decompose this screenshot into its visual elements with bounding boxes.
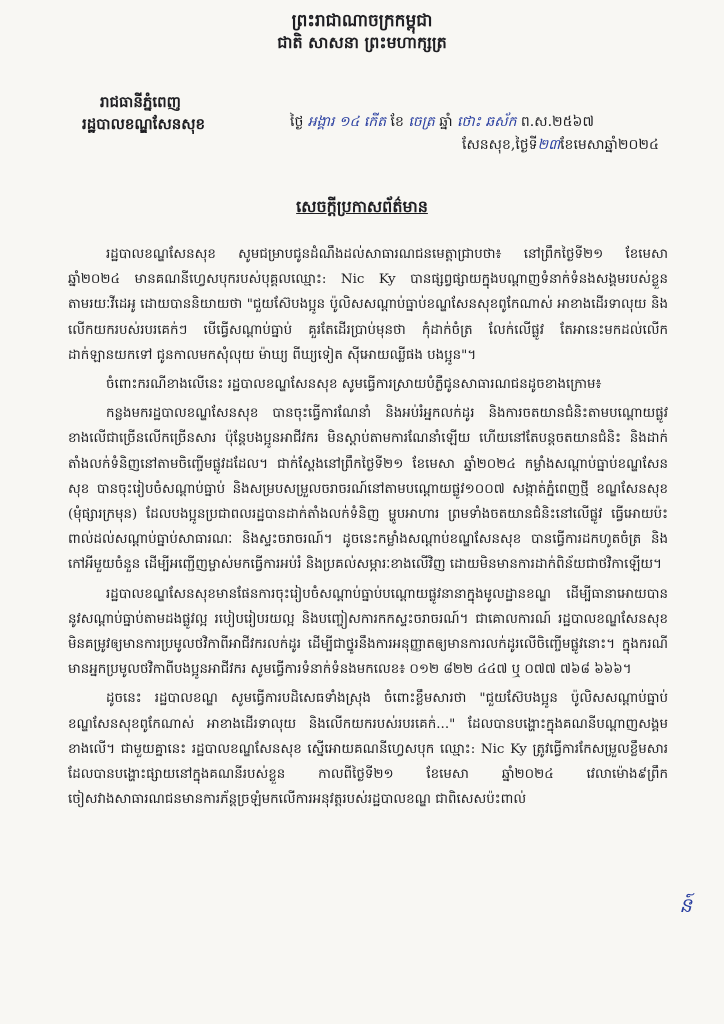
date2-month: ខែមេសា — [560, 137, 605, 153]
date2-prefix: សែនសុខ,ថ្ងៃទី — [462, 137, 538, 153]
solar-date-line — [462, 135, 712, 155]
date-year-handwritten: ថោះ ឆស័ក — [456, 114, 517, 130]
org-district-administration: រដ្ឋបាលខណ្ឌសែនសុខ — [82, 115, 206, 133]
date-day-prefix: ថ្ងៃ — [290, 114, 304, 130]
paragraph-3: កន្លងមករដ្ឋបាលខណ្ឌសែនសុខ បានចុះធ្វើការណែនាំ និងអប់រំអ្នកលក់ដូរ និងការចតយានជំនិះតាមបណ្តោយផ្លូវខាងលើជាច្រើនលើកច្រើនសារ ប៉ុន្តែបងប្អូនអាជីវករ មិនស្តាប់តាមការណែនាំឡើយ ហើយនៅតែបន្តចតយានជំនិះ និងដាក់តាំងលក់ទំនិញនៅតាមចិញ្ចើមផ្លូវដដែល។ ជាក់ស្តែងនៅព្រឹកថ្ងៃទី២១ ខែមេសា ឆ្នាំ២០២៤ កម្លាំងសណ្តាប់ធ្នាប់ខណ្ឌសែនសុខ បានចុះរៀបចំសណ្តាប់ធ្នាប់ និងសម្របសម្រួលចរាចរណ៍នៅតាមបណ្តោយផ្លូវ១០០៧ សង្កាត់ភ្នំពេញថ្មី ខណ្ឌសែនសុខ (មុំផ្សារក្រមុន) ដែលបងប្អូនប្រជាពលរដ្ឋបានដាក់តាំងលក់ទំនិញ ម្ហូបអាហារ ព្រមទាំងចតយានជំនិះនៅលើផ្លូវ ធ្វើអោយប៉ះពាល់ដល់សណ្តាប់ធ្នាប់សាធារណៈ និងស្ទះចរាចរណ៍។ ដូចនេះកម្លាំងសណ្តាប់ខណ្ឌសែនសុខ បានធ្វើការដកហូតចំត្រ និងកៅអីមួយចំនួន ដើម្បីអញ្ជើញម្ចាស់មកធ្វើការអប់រំ និងប្រគល់សម្ភារៈខាងលើវិញ ដោយមិនមានការដាក់ពិន័យជាថវិកាឡើយ។ — [68, 406, 668, 573]
date2-year: ឆ្នាំ២០២៤ — [604, 137, 659, 153]
date-month-handwritten: ចេត្រ — [408, 114, 435, 130]
date-day-handwritten: អង្គារ ១៤ កើត — [307, 114, 387, 130]
paragraph-4: រដ្ឋបាលខណ្ឌសែនសុខមានផែនការចុះរៀបចំសណ្តាប់ធ្នាប់បណ្តោយផ្លូវនានាក្នុងមូលដ្ឋានខណ្ឌ ដើម្បីធានាអោយបាននូវសណ្តាប់ធ្នាប់តាមដងផ្លូវល្អ របៀបរៀបរយល្អ និងបញ្ចៀសការកកស្ទះចរាចរណ៍។ ជាគោលការណ៍ រដ្ឋបាលខណ្ឌសែនសុខមិនគម្រូវឲ្យមានការប្រមូលថវិកាពីអាជីវករលក់ដូរ ដើម្បីជាថ្នូរនឹងការអនុញ្ញាតឲ្យមានការលក់ដូរលើចិញ្ចើមផ្លូវនោះ។ ក្នុងករណីមានអ្នកប្រមូលថវិកាពីបងប្អូនអាជីវករ សូមធ្វើការទំនាក់ទំនងមកលេខ៖ ០១២ ៨២២ ៤៤៧ ឬ ០៧៧ ៧៦៨ ៦៦៦។ — [68, 586, 668, 678]
date-year-prefix: ឆ្នាំ — [439, 114, 453, 130]
date2-day-handwritten: ២៣ — [537, 137, 561, 153]
document-body — [68, 242, 668, 816]
paragraph-5: ដូចនេះ រដ្ឋបាលខណ្ឌ សូមធ្វើការបដិសេធទាំងស្រុង ចំពោះខ្លឹមសារថា "ជួយស៊ែបងប្អូន ប៉ូលិសសណ្តាប់ធ្នាប់ខណ្ឌសែនសុខពូកែណាស់ អាខាងដើរទាលុយ និងលើកយករបស់របរគេក់..." ដែលបានបង្ហោះក្នុងគណនីបណ្តាញសង្គមខាងលើ។ ជាមួយគ្នានេះ រដ្ឋបាលខណ្ឌសែនសុខ ស្នើអោយគណនីហ្វេសបុក ឈ្មោះ: Nic Ky ត្រូវធ្វើការកែសម្រួលខ្លឹមសារដែលបានបង្ហោះផ្សាយនៅក្នុងគណនីរបស់ខ្លួន កាលពីថ្ងៃទី២១ ខែមេសា ឆ្នាំ២០២៤ វេលាម៉ោង៩ព្រឹក ចៀសវាងសាធារណជនមានការភ័ន្តច្រឡំមកលើការអនុវត្តរបស់រដ្ឋបាលខណ្ឌ ជាពិសេសប៉ះពាល់ — [68, 691, 668, 808]
org-capital: រាជធានីភ្នំពេញ — [100, 93, 181, 111]
document-title: សេចក្តីប្រកាសព័ត៌មាន — [296, 197, 428, 216]
kingdom-heading: ព្រះរាជាណាចក្រកម្ពុជា — [291, 11, 433, 31]
date-buddhist-era: ព.ស.២៥៦៧ — [520, 114, 594, 130]
national-motto: ជាតិ សាសនា ព្រះមហាក្សត្រ — [277, 33, 447, 52]
lunar-date-line — [290, 112, 710, 132]
handwritten-initial-mark: ន៍ — [679, 893, 692, 917]
paragraph-2: ចំពោះករណីខាងលើនេះ រដ្ឋបាលខណ្ឌសែនសុខ សូមធ្វើការស្រាយបំភ្លឺជូនសាធារណជនដូចខាងក្រោម៖ — [106, 377, 602, 393]
paragraph-1: រដ្ឋបាលខណ្ឌសែនសុខ សូមជម្រាបជូនដំណឹងដល់សាធារណជនមេត្តាជ្រាបថា៖ នៅព្រឹកថ្ងៃទី២១ ខែមេសា ឆ្នាំ២០២៤ មានគណនីហ្វេសបុករបស់បុគ្គលឈ្មោះ: Nic Ky បានផ្សព្វផ្សាយក្នុងបណ្តាញទំនាក់ទំនងសង្គមរបស់ខ្លួនតាមរយៈវីដេអូ ដោយបាននិយាយថា "ជួយស៊ែបងប្អូន ប៉ូលិសសណ្តាប់ធ្នាប់ខណ្ឌសែនសុខពូកែណាស់ អាខាងដើរទាលុយ និងលើកយករបស់របរគេក់ៗ បើធ្វើសណ្តាប់ធ្នាប់ គួរតែដើរប្រាប់មុនថា កុំដាក់ចំត្រ លែក់លើផ្លូវ តែអានេះមកដល់លើកដាក់ឡានយកទៅ ជូនកាលមកសុំលុយ ម៉ាឃ្យ ពីឃ្យទៀត ស៊ីអោយឈ្លីផង បងប្អូន"។ — [68, 247, 668, 363]
date-month-prefix: ខែ — [390, 114, 404, 130]
